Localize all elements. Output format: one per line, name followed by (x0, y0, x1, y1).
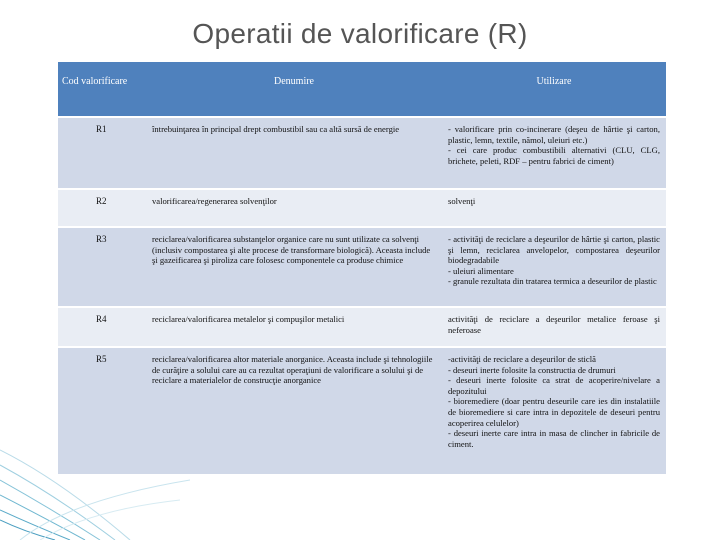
table-row (58, 227, 666, 307)
decorative-corner-lines (0, 420, 190, 540)
row-code: R1 (58, 117, 146, 189)
row-code: R2 (58, 189, 146, 227)
slide-title: Operatii de valorificare (R) (192, 18, 528, 49)
header-use: Utilizare (442, 62, 666, 117)
row-use: solvenţi (442, 189, 666, 227)
row-use: -activităţi de reciclare a deşeurilor de sticlă - deseuri inerte folosite la constructia de drumuri - deseuri inerte folosite ca strat de acoperire/nivelare a depozitului - bioremediere (doar pentru deseurile care ies din instalatiile de bioremediere si care intra in depozitele de deseuri pentru acoperirea celulelor) - deseuri inerte care intra in masa de clincher in fabricile de ciment. (442, 347, 666, 475)
header-name: Denumire (146, 62, 442, 117)
row-name: întrebuinţarea în principal drept combustibil sau ca altă sursă de energie (146, 117, 442, 189)
row-name: reciclarea/valorificarea substanţelor organice care nu sunt utilizate ca solvenţi (inclusiv compostarea şi alte procese de transformare biologică). Aceasta include şi gazeificarea şi piroliza care folosesc componentele ca produse chimice (146, 227, 442, 307)
row-name: valorificarea/regenerarea solvenţilor (146, 189, 442, 227)
table-row (58, 189, 666, 227)
table-row (58, 307, 666, 347)
header-code: Cod valorificare (58, 62, 146, 117)
row-code: R3 (58, 227, 146, 307)
row-use: activităţi de reciclare a deşeurilor metalice feroase şi neferoase (442, 307, 666, 347)
row-name: reciclarea/valorificarea metalelor şi compuşilor metalici (146, 307, 442, 347)
row-code: R5 (58, 347, 146, 475)
row-name: reciclarea/valorificarea altor materiale anorganice. Aceasta include şi tehnologiile de curăţire a solului care au ca rezultat operaţiuni de valorificare a solului şi de reciclare a materialelor de construcţie anorganice (146, 347, 442, 475)
row-use: - activităţi de reciclare a deşeurilor de hârtie şi carton, plastic şi lemn, reciclarea anvelopelor, compostarea deşeurilor biodegradabile - uleiuri alimentare - granule rezultata din tratarea termica a deseurilor de plastic (442, 227, 666, 307)
table-row (58, 117, 666, 189)
row-code: R4 (58, 307, 146, 347)
table-header-row (58, 62, 666, 117)
row-use: - valorificare prin co-incinerare (deşeu de hârtie şi carton, plastic, lemn, textile, nămol, uleiuri etc.) - cei care produc combustibili alternativi (CLU, CLG, brichete, peleti, RDF – pentru fabrici de ciment) (442, 117, 666, 189)
valorization-table (58, 62, 666, 476)
